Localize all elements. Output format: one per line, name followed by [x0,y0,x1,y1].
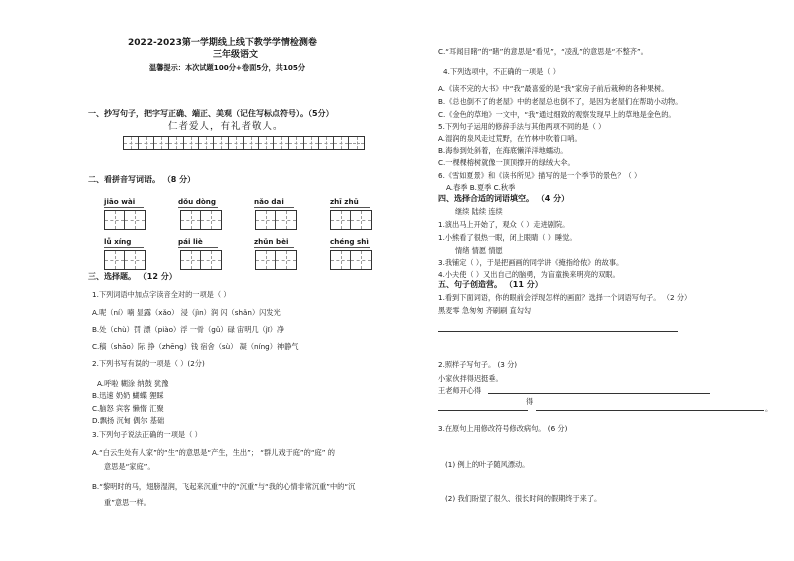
answer-grid-5[interactable] [104,250,146,270]
option-3-5-a: A.湿润的泉风走过荒野，在竹林中吹着口哨。 [438,134,582,143]
option-3-2-c: C.脑怒 宾客 懒惰 汇聚 [92,404,164,413]
pinyin-line [330,207,370,208]
answer-grid-4[interactable] [330,210,372,230]
section-5-heading: 五、句子创造营。 （11 分） [438,280,543,289]
de-char: 得 [526,397,534,406]
pinyin-1: jiāo wài [104,197,136,206]
section-1-heading: 一、抄写句子，把字写正确、端正、美观（记住写标点符号）。（5分） [88,109,334,118]
pinyin-line [254,207,294,208]
answer-grid-3[interactable] [255,210,297,230]
option-3-5-b: B.海参到处斜着，在海底懒洋洋地蠕动。 [438,146,568,155]
answer-grid-7[interactable] [255,250,297,270]
option-3-3-a1: A.“白云生处有人家”的“生”的意思是“产生，生出”； “群儿戏于庭”的“庭” 的 [92,448,335,457]
pinyin-line [104,207,144,208]
pinyin-6: pái liè [178,237,203,246]
exam-subtitle: 三年级语文 [213,50,259,60]
answer-line[interactable] [438,410,528,411]
exam-title: 2022-2023第一学期线上线下教学学情检测卷 [128,38,317,48]
option-3-1-c: C.稿（shāo）际 挣（zhēng）钱 宿舍（sù） 凝（níng）神静气 [92,342,299,351]
section-4-heading: 四、选择合适的词语填空。 （4 分） [438,194,570,203]
pinyin-7: zhǔn bèi [254,237,289,246]
answer-line[interactable] [536,410,764,411]
copy-sentence: 仁者爱人，有礼者敬人。 [168,121,284,132]
fill-4: 4.小夫使（ ）又出自己的脑勇，为盲童换来明亮的双眼。 [438,270,620,279]
option-3-4-a: A.《读不完的大书》中“我”最喜爱的是“我”家房子前后栽种的各种果树。 [438,84,669,93]
question-3-5: 5.下列句子运用的修辞手法与其他两项不同的是（ ） [438,122,606,131]
option-3-4-b: B.《总也倒不了的老屋》中的老屋总也倒不了，是因为老屋们在帮助小动物。 [438,97,683,106]
pinyin-line [178,247,218,248]
prompt-sentence: 王老师开心得 [438,386,482,395]
example-sentence: 小家伙拌得迟挺垂。 [438,374,503,383]
answer-grid-6[interactable] [180,250,222,270]
exam-tip: 温馨提示：本次试题100分+卷面5分，共105分 [149,63,306,72]
pinyin-8: chéng shì [330,237,369,246]
word-bank-1: 继续 陆续 连续 [455,207,503,216]
question-3-6: 6.《雪如夏景》和《读书所见》描写的是一个季节的景色？（ ） [438,171,642,180]
option-3-4-c: C.《金色的草地》一文中，“我”通过细致的观察发现早上的草地是金色的。 [438,110,676,119]
word-list-5-1: 黑麦零 急匆匆 齐刷刷 直勾勾 [438,306,532,315]
pinyin-2: dǒu dòng [178,197,217,206]
question-5-3: 3.在原句上用修改符号修改病句。 (6 分) [438,424,568,433]
pinyin-line [178,207,218,208]
option-3-1-a: A.呢（ní）喃 显露（xǎo） 浸（jìn）润 闪（shǎn）闪发光 [92,308,281,317]
answer-grid-1[interactable] [104,210,146,230]
question-5-2: 2.照样子写句子。 (3 分) [438,360,518,369]
pinyin-5: lǚ xíng [104,237,132,246]
answer-line[interactable] [438,331,678,332]
option-3-2-a: A.呼啦 糊涂 纳鼓 犹豫 [97,379,169,388]
word-bank-2: 情绪 情愿 情愿 [455,246,503,255]
question-3-4: 4.下列选项中，不正确的一项是（ ） [443,67,560,76]
option-3-3-c: C.“耳闻目睹”的“睹”的意思是“看见”，“凌乱”的意思是“不整齐”。 [438,47,648,56]
answer-grid-2[interactable] [180,210,222,230]
pinyin-line [254,247,294,248]
option-3-5-c: C.一棵棵榕树就像一顶顶撑开的绿绒大伞。 [438,158,575,167]
pinyin-line [330,247,370,248]
fill-3: 3.我铺定（ ），于是把画画的同学讲《掩指给侬》的故事。 [438,258,624,267]
answer-line[interactable] [488,393,710,394]
option-3-2-b: B.迅速 奶奶 蝴蝶 狸睬 [92,391,164,400]
fill-2: 1.小熊看了很热一眼，闭上眼睛（ ）睡觉。 [438,233,577,242]
sentence-5-3-2: (2) 我们盼望了很久、很长时间的假期终于来了。 [445,494,602,503]
pinyin-4: zhī zhū [330,197,359,206]
section-3-heading: 三、选择题。 （12 分） [88,272,177,281]
fill-1: 1.演出马上开始了，观众（ ）走进剧院。 [438,220,570,229]
writing-grid-1[interactable] [123,136,365,150]
period-mark: 。 [765,404,773,413]
option-3-6: A.春季 B.夏季 C.秋季 [446,183,516,192]
pinyin-3: nǎo dai [254,197,284,206]
sentence-5-3-1: (1) 例上的叶子随风漂动。 [445,460,530,469]
question-3-1: 1.下列词语中加点字读音全对的一项是（ ） [92,290,231,299]
section-2-heading: 二、看拼音写词语。 （8 分） [88,175,196,184]
question-3-3: 3.下列句子说法正确的一项是（ ） [92,430,202,439]
option-3-1-b: B.处（chù）罚 漂（piào）浮 一骨（gǔ）碌 宙明几（jī）净 [92,325,285,334]
pinyin-line [104,247,144,248]
option-3-3-b1: B.“黎明时的马，翅膀湿润，飞起来沉重”中的“沉重”与“我的心情非常沉重”中的“沉 [92,482,356,491]
question-3-2: 2.下列书写有误的一项是（ ）(2分) [92,359,205,368]
option-3-3-b2: 重”意思一样。 [104,498,151,507]
option-3-2-d: D.飘扬 沉甸 偶尔 基础 [92,416,165,425]
answer-grid-8[interactable] [330,250,372,270]
option-3-3-a2: 意思是“家庭”。 [104,462,155,471]
question-5-1: 1.看到下面词语，你的眼前会浮现怎样的画面？选择一个词语写句子。 （2 分） [438,293,692,302]
